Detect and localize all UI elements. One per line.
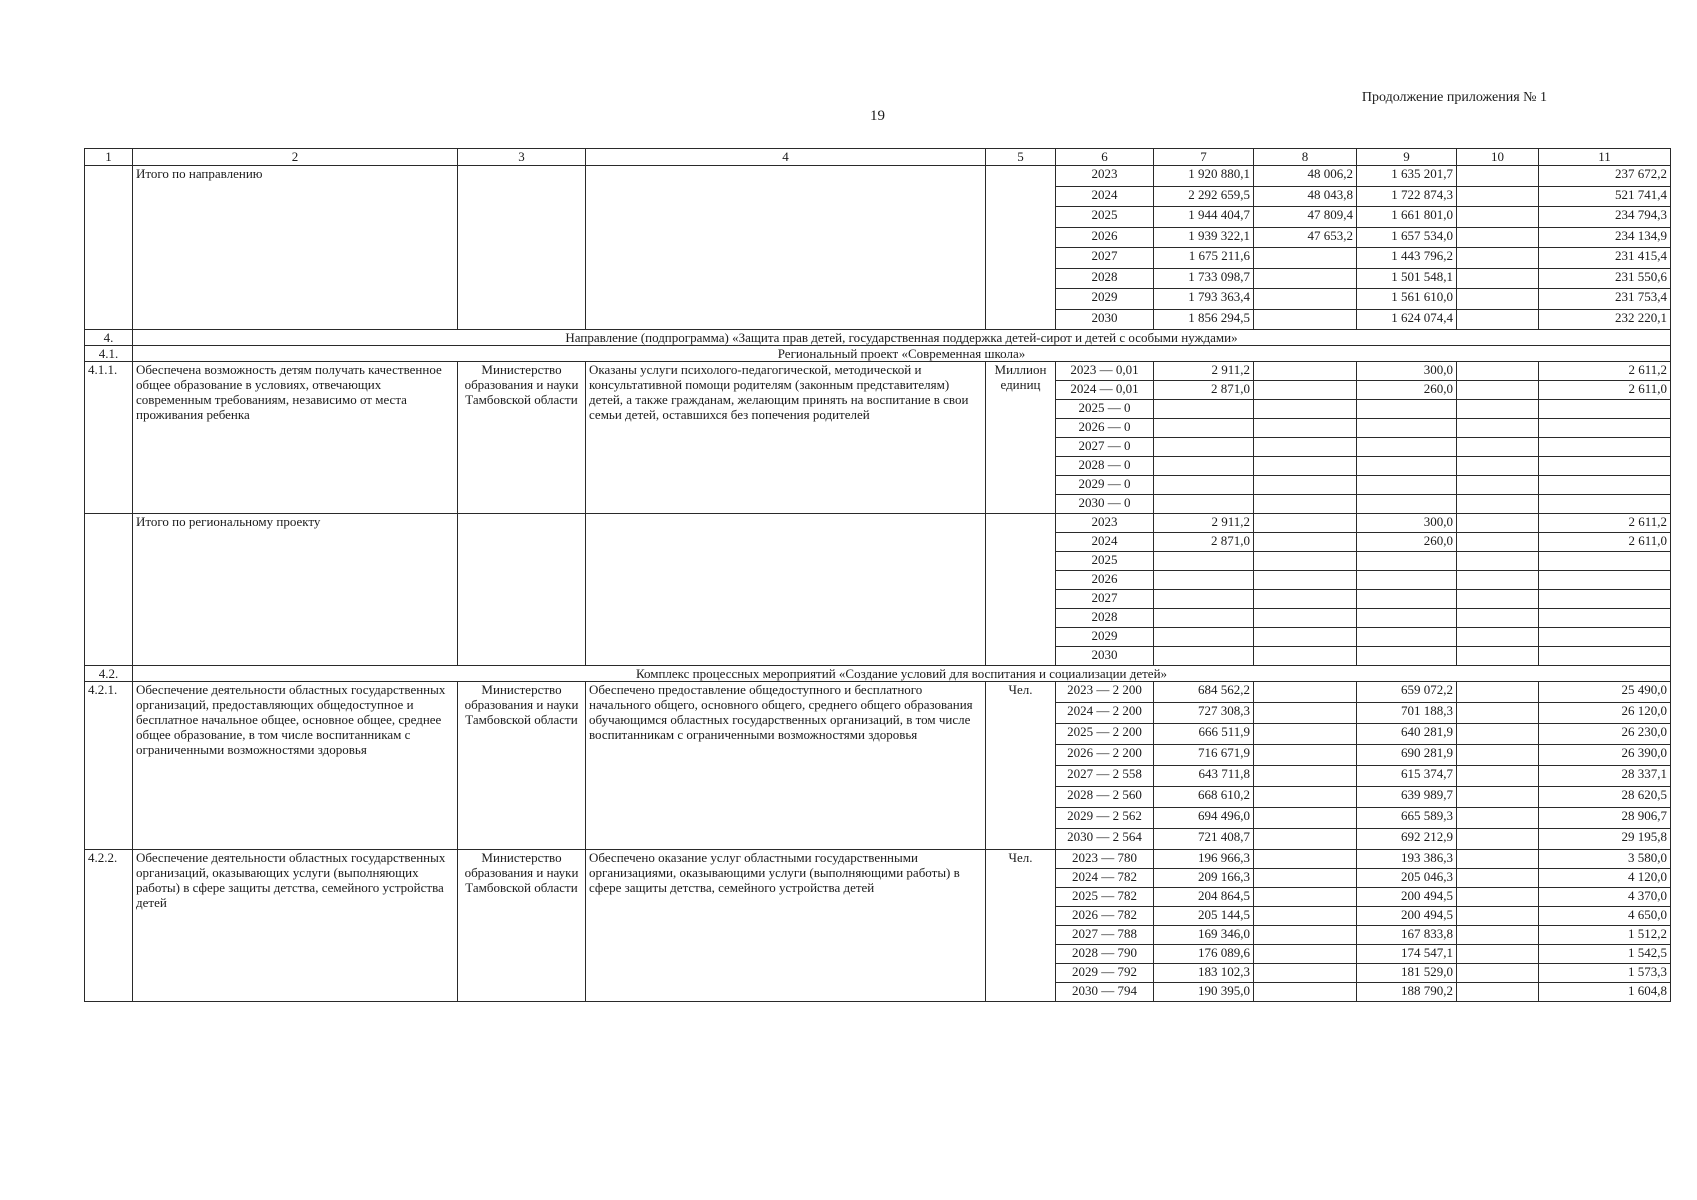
row-label: Обеспечение деятельности областных государственных организаций, предоставляющих общедоступное и бесплатное начальное общее, основное общее, среднее общее образование, в том числе воспитанникам с ограниченными возможностями здоровья — [133, 682, 458, 850]
amount-cell — [1254, 457, 1357, 476]
amount-cell — [1357, 438, 1457, 457]
program-table — [84, 148, 1671, 1002]
amount-cell — [1457, 926, 1539, 945]
section-title: Региональный проект «Современная школа» — [133, 346, 1671, 362]
unit-cell — [986, 514, 1056, 666]
amount-cell — [1254, 869, 1357, 888]
amount-cell — [1254, 590, 1357, 609]
amount-cell: 232 220,1 — [1539, 309, 1671, 330]
amount-cell: 48 043,8 — [1254, 186, 1357, 207]
amount-cell — [1539, 628, 1671, 647]
amount-cell — [1357, 457, 1457, 476]
amount-cell: 1 657 534,0 — [1357, 227, 1457, 248]
amount-cell — [1254, 268, 1357, 289]
amount-cell — [1357, 590, 1457, 609]
section-number: 4.1. — [85, 346, 133, 362]
amount-cell — [1154, 476, 1254, 495]
responsible-cell: Министерство образования и науки Тамбовской области — [458, 362, 586, 514]
amount-cell: 716 671,9 — [1154, 745, 1254, 766]
year-cell: 2027 — 2 558 — [1056, 766, 1154, 787]
amount-cell — [1457, 907, 1539, 926]
amount-cell — [1254, 703, 1357, 724]
amount-cell — [1154, 552, 1254, 571]
amount-cell — [1357, 476, 1457, 495]
year-cell: 2030 — 0 — [1056, 495, 1154, 514]
amount-cell: 684 562,2 — [1154, 682, 1254, 703]
amount-cell — [1539, 438, 1671, 457]
amount-cell: 205 046,3 — [1357, 869, 1457, 888]
year-cell: 2025 — 782 — [1056, 888, 1154, 907]
amount-cell — [1154, 628, 1254, 647]
section-row — [85, 346, 1671, 362]
year-cell: 2030 — 794 — [1056, 983, 1154, 1002]
amount-cell: 190 395,0 — [1154, 983, 1254, 1002]
amount-cell: 2 611,0 — [1539, 381, 1671, 400]
amount-cell — [1457, 419, 1539, 438]
amount-cell — [1254, 248, 1357, 269]
amount-cell: 25 490,0 — [1539, 682, 1671, 703]
amount-cell — [1457, 945, 1539, 964]
section-title: Комплекс процессных мероприятий «Создание условий для воспитания и социализации детей» — [133, 666, 1671, 682]
responsible-cell — [458, 166, 586, 330]
column-header-row — [85, 149, 1671, 166]
year-cell: 2024 — 2 200 — [1056, 703, 1154, 724]
amount-cell: 47 809,4 — [1254, 207, 1357, 228]
amount-cell — [1457, 438, 1539, 457]
section-number: 4. — [85, 330, 133, 346]
year-cell: 2024 — 0,01 — [1056, 381, 1154, 400]
amount-cell — [1154, 438, 1254, 457]
amount-cell: 26 230,0 — [1539, 724, 1671, 745]
amount-cell — [1539, 400, 1671, 419]
table-row — [85, 514, 1671, 533]
amount-cell — [1539, 457, 1671, 476]
column-header: 8 — [1254, 149, 1357, 166]
amount-cell — [1254, 647, 1357, 666]
amount-cell: 4 370,0 — [1539, 888, 1671, 907]
amount-cell — [1457, 186, 1539, 207]
amount-cell — [1154, 609, 1254, 628]
amount-cell — [1154, 571, 1254, 590]
amount-cell: 169 346,0 — [1154, 926, 1254, 945]
amount-cell: 29 195,8 — [1539, 829, 1671, 850]
amount-cell: 3 580,0 — [1539, 850, 1671, 869]
row-number: 4.2.1. — [85, 682, 133, 850]
amount-cell: 721 408,7 — [1154, 829, 1254, 850]
amount-cell — [1357, 647, 1457, 666]
year-cell: 2025 — 2 200 — [1056, 724, 1154, 745]
amount-cell — [1154, 457, 1254, 476]
amount-cell — [1254, 945, 1357, 964]
amount-cell: 196 966,3 — [1154, 850, 1254, 869]
year-cell: 2027 — 0 — [1056, 438, 1154, 457]
amount-cell: 1 443 796,2 — [1357, 248, 1457, 269]
amount-cell: 1 542,5 — [1539, 945, 1671, 964]
amount-cell: 665 589,3 — [1357, 808, 1457, 829]
year-cell: 2026 — 782 — [1056, 907, 1154, 926]
amount-cell: 209 166,3 — [1154, 869, 1254, 888]
result-cell — [586, 514, 986, 666]
section-row — [85, 666, 1671, 682]
amount-cell — [1254, 571, 1357, 590]
amount-cell: 615 374,7 — [1357, 766, 1457, 787]
amount-cell: 231 753,4 — [1539, 289, 1671, 310]
year-cell: 2024 — 782 — [1056, 869, 1154, 888]
amount-cell — [1357, 628, 1457, 647]
amount-cell — [1539, 552, 1671, 571]
row-label: Обеспечение деятельности областных государственных организаций, оказывающих услуги (выполняющих работы) в сфере защиты детства, семейного устройства детей — [133, 850, 458, 1002]
amount-cell — [1254, 609, 1357, 628]
amount-cell: 200 494,5 — [1357, 888, 1457, 907]
amount-cell — [1457, 745, 1539, 766]
amount-cell: 48 006,2 — [1254, 166, 1357, 187]
amount-cell: 2 292 659,5 — [1154, 186, 1254, 207]
amount-cell: 237 672,2 — [1539, 166, 1671, 187]
column-header: 10 — [1457, 149, 1539, 166]
amount-cell — [1254, 850, 1357, 869]
unit-cell: Чел. — [986, 850, 1056, 1002]
amount-cell — [1457, 571, 1539, 590]
column-header: 7 — [1154, 149, 1254, 166]
amount-cell — [1357, 400, 1457, 419]
amount-cell — [1254, 888, 1357, 907]
row-label: Итого по направлению — [133, 166, 458, 330]
amount-cell: 727 308,3 — [1154, 703, 1254, 724]
unit-cell — [986, 166, 1056, 330]
amount-cell: 1 939 322,1 — [1154, 227, 1254, 248]
amount-cell — [1254, 766, 1357, 787]
responsible-cell: Министерство образования и науки Тамбовской области — [458, 682, 586, 850]
amount-cell: 28 620,5 — [1539, 787, 1671, 808]
amount-cell: 2 611,2 — [1539, 362, 1671, 381]
amount-cell — [1457, 227, 1539, 248]
amount-cell — [1254, 289, 1357, 310]
year-cell: 2029 — [1056, 289, 1154, 310]
amount-cell: 2 611,0 — [1539, 533, 1671, 552]
amount-cell — [1457, 381, 1539, 400]
amount-cell — [1254, 476, 1357, 495]
amount-cell — [1357, 552, 1457, 571]
amount-cell: 231 550,6 — [1539, 268, 1671, 289]
amount-cell: 47 653,2 — [1254, 227, 1357, 248]
amount-cell — [1254, 787, 1357, 808]
amount-cell — [1154, 419, 1254, 438]
amount-cell — [1457, 590, 1539, 609]
column-header: 5 — [986, 149, 1056, 166]
year-cell: 2023 — [1056, 166, 1154, 187]
amount-cell — [1539, 419, 1671, 438]
amount-cell — [1457, 703, 1539, 724]
table-row — [85, 682, 1671, 703]
amount-cell — [1457, 476, 1539, 495]
year-cell: 2027 — 788 — [1056, 926, 1154, 945]
year-cell: 2023 — [1056, 514, 1154, 533]
amount-cell: 260,0 — [1357, 381, 1457, 400]
amount-cell — [1457, 400, 1539, 419]
year-cell: 2026 — 0 — [1056, 419, 1154, 438]
column-header: 9 — [1357, 149, 1457, 166]
column-header: 3 — [458, 149, 586, 166]
amount-cell — [1254, 362, 1357, 381]
column-header: 2 — [133, 149, 458, 166]
amount-cell: 1 733 098,7 — [1154, 268, 1254, 289]
amount-cell — [1457, 808, 1539, 829]
amount-cell: 1 675 211,6 — [1154, 248, 1254, 269]
amount-cell — [1457, 983, 1539, 1002]
amount-cell — [1254, 438, 1357, 457]
amount-cell — [1539, 590, 1671, 609]
amount-cell — [1539, 571, 1671, 590]
year-cell: 2030 — 2 564 — [1056, 829, 1154, 850]
amount-cell: 1 635 201,7 — [1357, 166, 1457, 187]
amount-cell — [1154, 495, 1254, 514]
amount-cell: 176 089,6 — [1154, 945, 1254, 964]
amount-cell: 692 212,9 — [1357, 829, 1457, 850]
responsible-cell: Министерство образования и науки Тамбовской области — [458, 850, 586, 1002]
amount-cell — [1457, 289, 1539, 310]
amount-cell — [1254, 628, 1357, 647]
amount-cell: 1 501 548,1 — [1357, 268, 1457, 289]
column-header: 1 — [85, 149, 133, 166]
year-cell: 2027 — [1056, 590, 1154, 609]
year-cell: 2028 — 2 560 — [1056, 787, 1154, 808]
year-cell: 2025 — [1056, 552, 1154, 571]
amount-cell: 260,0 — [1357, 533, 1457, 552]
amount-cell: 659 072,2 — [1357, 682, 1457, 703]
year-cell: 2023 — 780 — [1056, 850, 1154, 869]
year-cell: 2023 — 2 200 — [1056, 682, 1154, 703]
amount-cell: 1 624 074,4 — [1357, 309, 1457, 330]
amount-cell — [1457, 964, 1539, 983]
year-cell: 2024 — [1056, 533, 1154, 552]
amount-cell — [1357, 419, 1457, 438]
amount-cell — [1457, 682, 1539, 703]
amount-cell — [1357, 495, 1457, 514]
year-cell: 2028 — 0 — [1056, 457, 1154, 476]
amount-cell: 193 386,3 — [1357, 850, 1457, 869]
table-row — [85, 362, 1671, 381]
amount-cell: 1 604,8 — [1539, 983, 1671, 1002]
amount-cell — [1457, 268, 1539, 289]
amount-cell: 668 610,2 — [1154, 787, 1254, 808]
amount-cell — [1254, 309, 1357, 330]
year-cell: 2025 — [1056, 207, 1154, 228]
result-cell — [586, 166, 986, 330]
amount-cell: 174 547,1 — [1357, 945, 1457, 964]
year-cell: 2024 — [1056, 186, 1154, 207]
year-cell: 2029 — 0 — [1056, 476, 1154, 495]
amount-cell: 701 188,3 — [1357, 703, 1457, 724]
amount-cell — [1457, 869, 1539, 888]
amount-cell: 640 281,9 — [1357, 724, 1457, 745]
amount-cell — [1457, 647, 1539, 666]
amount-cell — [1254, 926, 1357, 945]
amount-cell — [1254, 533, 1357, 552]
amount-cell — [1154, 590, 1254, 609]
amount-cell: 643 711,8 — [1154, 766, 1254, 787]
amount-cell — [1457, 724, 1539, 745]
amount-cell: 204 864,5 — [1154, 888, 1254, 907]
amount-cell — [1539, 647, 1671, 666]
amount-cell: 167 833,8 — [1357, 926, 1457, 945]
column-header: 11 — [1539, 149, 1671, 166]
amount-cell — [1457, 495, 1539, 514]
amount-cell: 234 794,3 — [1539, 207, 1671, 228]
amount-cell: 1 561 610,0 — [1357, 289, 1457, 310]
year-cell: 2029 — 2 562 — [1056, 808, 1154, 829]
page-number: 19 — [870, 108, 885, 124]
result-cell: Обеспечено оказание услуг областными государственными организациями, оказывающими услуги (выполняющими работы) в сфере защиты детства, семейного устройства детей — [586, 850, 986, 1002]
amount-cell — [1457, 766, 1539, 787]
row-label: Итого по региональному проекту — [133, 514, 458, 666]
amount-cell: 2 871,0 — [1154, 533, 1254, 552]
amount-cell — [1539, 609, 1671, 628]
result-cell: Обеспечено предоставление общедоступного и бесплатного начального общего, основного общего, среднего общего образования обучающимся областных государственных организаций, в том числе воспитанникам с ограниченными возможностями здоровья — [586, 682, 986, 850]
amount-cell — [1254, 552, 1357, 571]
amount-cell: 181 529,0 — [1357, 964, 1457, 983]
year-cell: 2026 — 2 200 — [1056, 745, 1154, 766]
row-number — [85, 514, 133, 666]
year-cell: 2023 — 0,01 — [1056, 362, 1154, 381]
amount-cell: 26 120,0 — [1539, 703, 1671, 724]
amount-cell — [1254, 907, 1357, 926]
amount-cell — [1457, 552, 1539, 571]
amount-cell — [1457, 248, 1539, 269]
amount-cell: 1 793 363,4 — [1154, 289, 1254, 310]
amount-cell: 2 911,2 — [1154, 362, 1254, 381]
amount-cell — [1254, 400, 1357, 419]
amount-cell: 188 790,2 — [1357, 983, 1457, 1002]
amount-cell: 183 102,3 — [1154, 964, 1254, 983]
amount-cell — [1457, 533, 1539, 552]
amount-cell — [1254, 724, 1357, 745]
amount-cell: 639 989,7 — [1357, 787, 1457, 808]
column-header: 6 — [1056, 149, 1154, 166]
amount-cell: 300,0 — [1357, 514, 1457, 533]
amount-cell — [1254, 495, 1357, 514]
year-cell: 2027 — [1056, 248, 1154, 269]
row-label: Обеспечена возможность детям получать качественное общее образование в условиях, отвечающих современным требованиям, независимо от места проживания ребенка — [133, 362, 458, 514]
amount-cell: 1 856 294,5 — [1154, 309, 1254, 330]
year-cell: 2025 — 0 — [1056, 400, 1154, 419]
year-cell: 2030 — [1056, 647, 1154, 666]
year-cell: 2028 — 790 — [1056, 945, 1154, 964]
amount-cell — [1154, 400, 1254, 419]
amount-cell — [1457, 628, 1539, 647]
amount-cell: 666 511,9 — [1154, 724, 1254, 745]
amount-cell: 1 944 404,7 — [1154, 207, 1254, 228]
amount-cell: 4 650,0 — [1539, 907, 1671, 926]
amount-cell: 2 611,2 — [1539, 514, 1671, 533]
row-number: 4.1.1. — [85, 362, 133, 514]
year-cell: 2028 — [1056, 609, 1154, 628]
amount-cell: 1 920 880,1 — [1154, 166, 1254, 187]
table-row — [85, 850, 1671, 869]
result-cell: Оказаны услуги психолого-педагогической, методической и консультативной помощи родителям (законным представителям) детей, а также гражданам, желающим принять на воспитание в свои семьи детей, оставшихся без попечения родителей — [586, 362, 986, 514]
amount-cell: 521 741,4 — [1539, 186, 1671, 207]
amount-cell — [1539, 476, 1671, 495]
amount-cell: 1 573,3 — [1539, 964, 1671, 983]
row-number — [85, 166, 133, 330]
amount-cell — [1254, 964, 1357, 983]
year-cell: 2026 — [1056, 571, 1154, 590]
amount-cell — [1457, 888, 1539, 907]
row-number: 4.2.2. — [85, 850, 133, 1002]
year-cell: 2028 — [1056, 268, 1154, 289]
amount-cell: 234 134,9 — [1539, 227, 1671, 248]
unit-cell: Миллион единиц — [986, 362, 1056, 514]
amount-cell — [1254, 983, 1357, 1002]
amount-cell: 1 661 801,0 — [1357, 207, 1457, 228]
amount-cell — [1457, 207, 1539, 228]
amount-cell: 1 512,2 — [1539, 926, 1671, 945]
amount-cell — [1457, 166, 1539, 187]
unit-cell: Чел. — [986, 682, 1056, 850]
amount-cell: 28 906,7 — [1539, 808, 1671, 829]
amount-cell — [1254, 682, 1357, 703]
amount-cell: 300,0 — [1357, 362, 1457, 381]
amount-cell: 694 496,0 — [1154, 808, 1254, 829]
amount-cell — [1457, 457, 1539, 476]
amount-cell: 2 871,0 — [1154, 381, 1254, 400]
amount-cell — [1154, 647, 1254, 666]
amount-cell — [1254, 419, 1357, 438]
amount-cell: 231 415,4 — [1539, 248, 1671, 269]
amount-cell — [1457, 309, 1539, 330]
amount-cell: 205 144,5 — [1154, 907, 1254, 926]
amount-cell — [1457, 850, 1539, 869]
year-cell: 2030 — [1056, 309, 1154, 330]
amount-cell — [1457, 787, 1539, 808]
amount-cell: 4 120,0 — [1539, 869, 1671, 888]
amount-cell — [1254, 745, 1357, 766]
amount-cell — [1357, 571, 1457, 590]
column-header: 4 — [586, 149, 986, 166]
section-title: Направление (подпрограмма) «Защита прав детей, государственная поддержка детей-сирот и детей с особыми нуждами» — [133, 330, 1671, 346]
table-row — [85, 166, 1671, 187]
amount-cell — [1254, 829, 1357, 850]
amount-cell — [1457, 609, 1539, 628]
amount-cell — [1357, 609, 1457, 628]
year-cell: 2029 — [1056, 628, 1154, 647]
continuation-label: Продолжение приложения № 1 — [1361, 90, 1547, 105]
amount-cell — [1254, 808, 1357, 829]
year-cell: 2026 — [1056, 227, 1154, 248]
responsible-cell — [458, 514, 586, 666]
amount-cell: 26 390,0 — [1539, 745, 1671, 766]
amount-cell — [1457, 514, 1539, 533]
amount-cell: 28 337,1 — [1539, 766, 1671, 787]
section-number: 4.2. — [85, 666, 133, 682]
amount-cell — [1254, 381, 1357, 400]
amount-cell — [1457, 362, 1539, 381]
amount-cell: 2 911,2 — [1154, 514, 1254, 533]
section-row — [85, 330, 1671, 346]
amount-cell — [1254, 514, 1357, 533]
amount-cell: 1 722 874,3 — [1357, 186, 1457, 207]
amount-cell — [1457, 829, 1539, 850]
amount-cell — [1539, 495, 1671, 514]
amount-cell: 690 281,9 — [1357, 745, 1457, 766]
amount-cell: 200 494,5 — [1357, 907, 1457, 926]
year-cell: 2029 — 792 — [1056, 964, 1154, 983]
